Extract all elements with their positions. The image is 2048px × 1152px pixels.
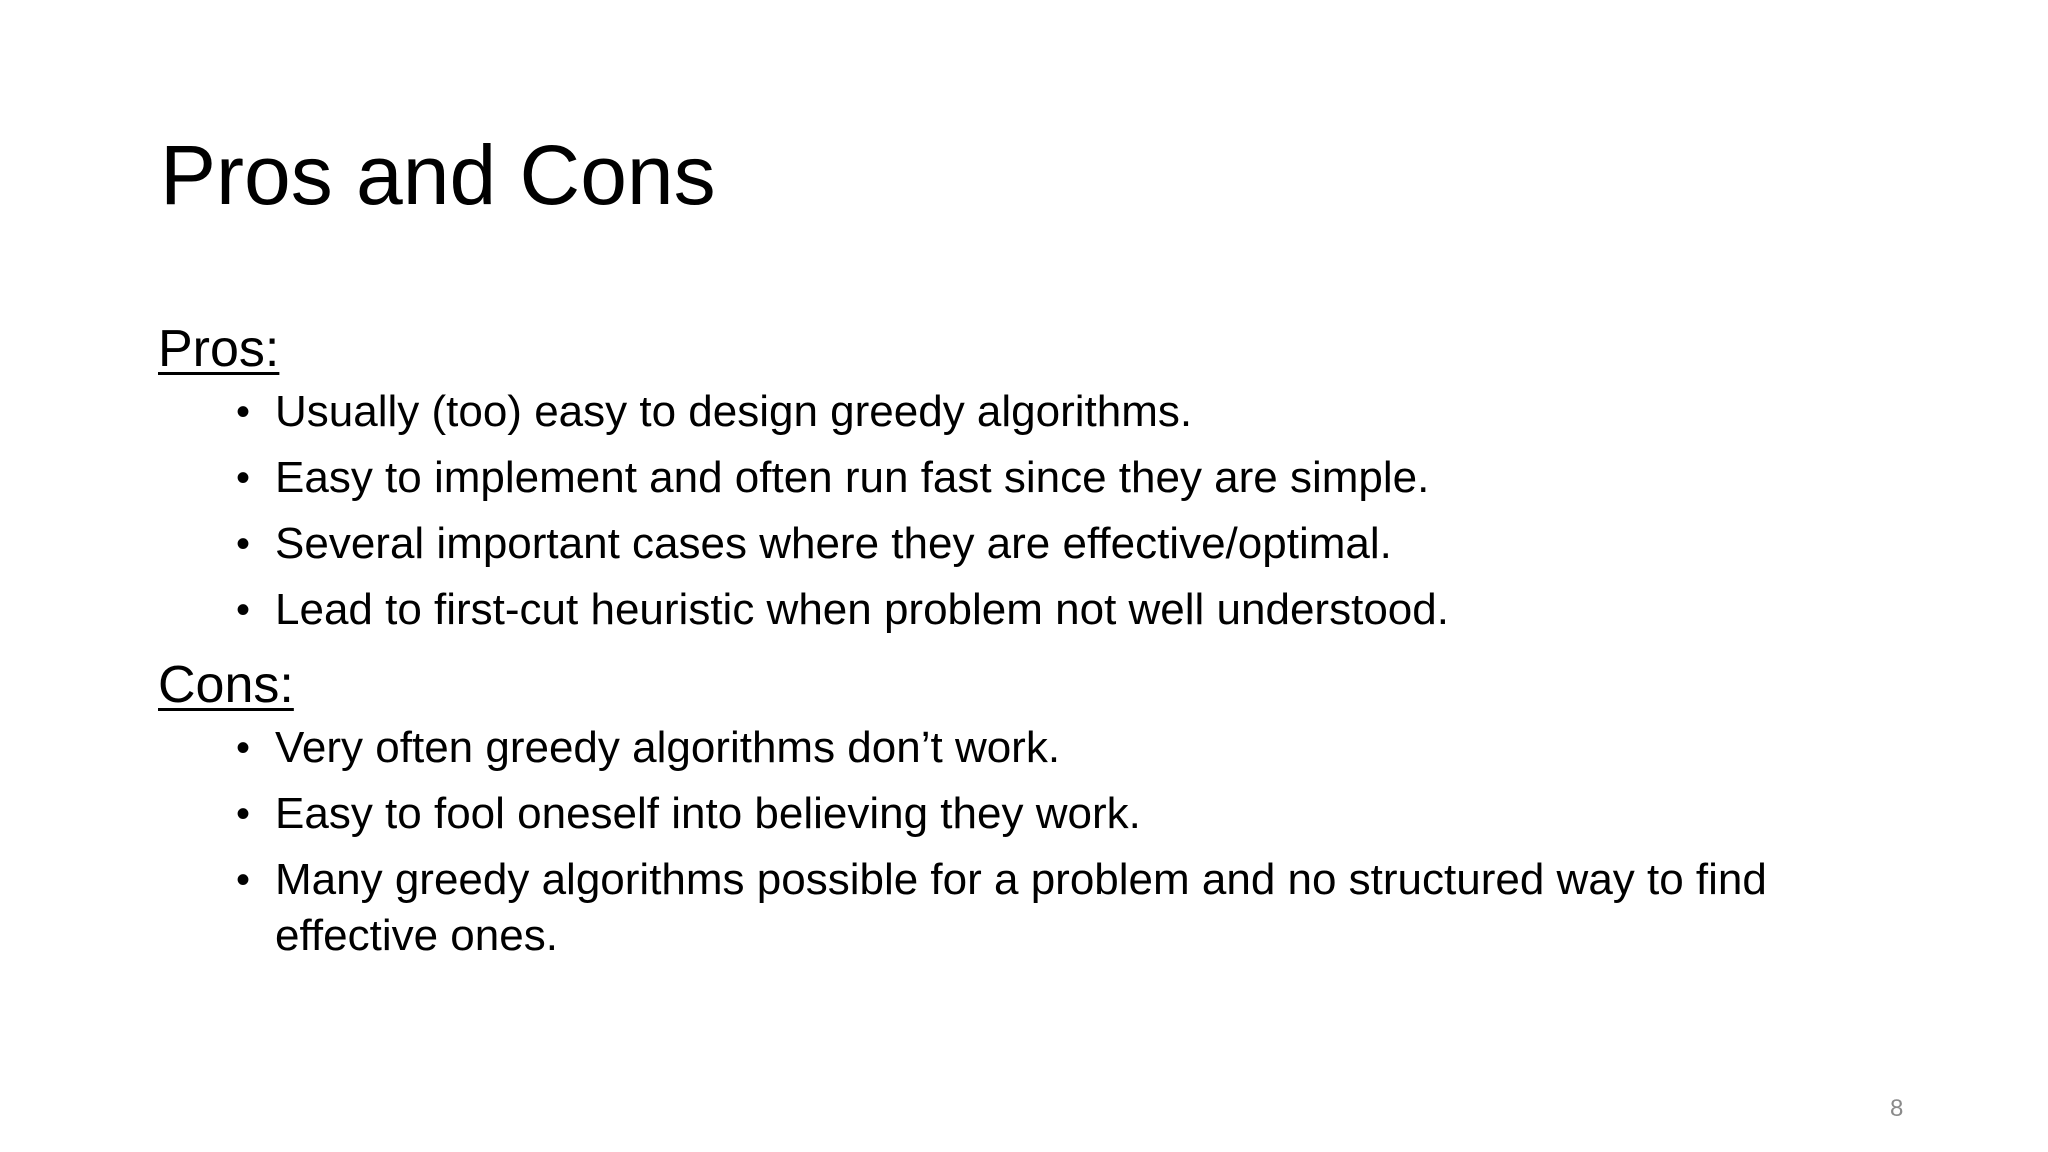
pros-list [158, 384, 1918, 638]
list-item-text: Easy to implement and often run fast since they are simple. [275, 453, 1430, 502]
list-item-text: Very often greedy algorithms don’t work. [275, 723, 1061, 772]
list-item [158, 384, 1918, 440]
bullet-icon: • [236, 726, 251, 770]
bullet-icon: • [236, 588, 251, 632]
list-item [158, 450, 1918, 506]
list-item [158, 786, 1918, 842]
list-item-text: Usually (too) easy to design greedy algorithms. [275, 387, 1193, 436]
list-item-text: Easy to fool oneself into believing they work. [275, 789, 1141, 838]
list-item-text: Several important cases where they are effective/optimal. [275, 519, 1392, 568]
bullet-icon: • [236, 390, 251, 434]
bullet-icon: • [236, 792, 251, 836]
bullet-icon: • [236, 858, 251, 902]
bullet-icon: • [236, 456, 251, 500]
page-number: 8 [1890, 1095, 1904, 1122]
slide-title: Pros and Cons [160, 128, 716, 222]
cons-list [158, 720, 1918, 964]
list-item [158, 582, 1918, 638]
pros-heading: Pros: [158, 320, 280, 378]
list-item [158, 720, 1918, 776]
list-item [158, 852, 1918, 964]
cons-heading: Cons: [158, 656, 294, 714]
list-item-text: Many greedy algorithms possible for a problem and no structured way to find effective ones. [275, 855, 1767, 960]
bullet-icon: • [236, 522, 251, 566]
slide-body [158, 316, 1918, 974]
list-item [158, 516, 1918, 572]
list-item-text: Lead to first-cut heuristic when problem not well understood. [275, 585, 1449, 634]
